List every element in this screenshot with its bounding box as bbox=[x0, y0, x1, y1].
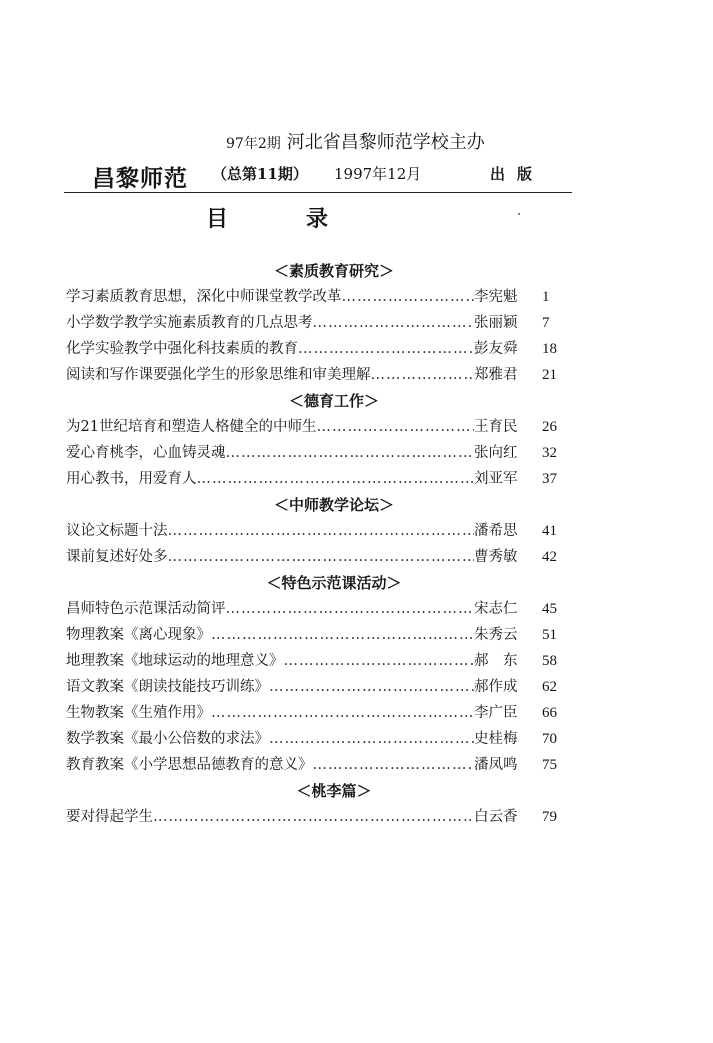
toc-entry[interactable] bbox=[66, 362, 576, 388]
entry-title: 学习素质教育思想，深化中师课堂教学改革 bbox=[66, 289, 342, 305]
entry-page: 58 bbox=[542, 653, 557, 669]
leader-dots bbox=[342, 284, 475, 310]
toc-entry[interactable] bbox=[66, 518, 576, 544]
toc-entry[interactable] bbox=[66, 596, 576, 622]
leader-dots bbox=[269, 726, 474, 752]
issue-number: 97年2期 bbox=[226, 136, 281, 152]
leader-dots bbox=[168, 544, 475, 570]
header-issue-line bbox=[212, 163, 545, 184]
entry-title: 要对得起学生 bbox=[66, 809, 153, 825]
entry-page: 75 bbox=[542, 757, 557, 773]
entry-author: 李广臣 bbox=[474, 705, 518, 721]
entry-title: 课前复述好处多 bbox=[66, 549, 168, 565]
toc-entry[interactable] bbox=[66, 648, 576, 674]
leader-dots bbox=[371, 362, 475, 388]
entry-title: 教育教案《小学思想品德教育的意义》 bbox=[66, 757, 313, 773]
entry-page: 41 bbox=[542, 523, 557, 539]
leader-dots bbox=[226, 596, 475, 622]
entry-title: 小学数学教学实施素质教育的几点思考 bbox=[66, 315, 313, 331]
leader-dots bbox=[316, 414, 474, 440]
header-rule bbox=[64, 192, 572, 193]
leader-dots bbox=[313, 310, 475, 336]
leader-dots bbox=[269, 674, 474, 700]
section-heading: ＜桃李篇＞ bbox=[296, 782, 372, 800]
section-heading: ＜素质教育研究＞ bbox=[273, 262, 394, 280]
entry-title: 数学教案《最小公倍数的求法》 bbox=[66, 731, 269, 747]
entry-author: 郑雅君 bbox=[474, 367, 518, 383]
entry-page: 7 bbox=[542, 315, 550, 331]
toc-entry[interactable] bbox=[66, 804, 576, 830]
entry-title: 昌师特色示范课活动简评 bbox=[66, 601, 226, 617]
entry-title: 化学实验教学中强化科技素质的教育 bbox=[66, 341, 298, 357]
entry-page: 51 bbox=[542, 627, 557, 643]
toc-entry[interactable] bbox=[66, 752, 576, 778]
leader-dots bbox=[284, 648, 475, 674]
entry-author: 潘凤鸣 bbox=[474, 757, 518, 773]
header-publisher-line bbox=[226, 128, 485, 154]
entry-title: 生物教案《生殖作用》 bbox=[66, 705, 211, 721]
entry-title: 用心教书，用爱育人 bbox=[66, 471, 197, 487]
entry-author: 郝 东 bbox=[474, 653, 518, 669]
entry-page: 32 bbox=[542, 445, 557, 461]
section-heading: ＜特色示范课活动＞ bbox=[266, 574, 402, 592]
toc-entry[interactable] bbox=[66, 284, 576, 310]
toc-entry[interactable] bbox=[66, 622, 576, 648]
toc-entry[interactable] bbox=[66, 726, 576, 752]
entry-author: 郝作成 bbox=[474, 679, 518, 695]
toc-entry[interactable] bbox=[66, 466, 576, 492]
leader-dots bbox=[313, 752, 475, 778]
entry-page: 18 bbox=[542, 341, 557, 357]
entry-author: 刘亚军 bbox=[474, 471, 518, 487]
entry-page: 70 bbox=[542, 731, 557, 747]
entry-page: 79 bbox=[542, 809, 557, 825]
entry-title: 议论文标题十法 bbox=[66, 523, 168, 539]
leader-dots bbox=[197, 466, 475, 492]
entry-author: 张丽颖 bbox=[474, 315, 518, 331]
leader-dots bbox=[168, 518, 475, 544]
entry-author: 王育民 bbox=[474, 419, 518, 435]
entry-author: 朱秀云 bbox=[474, 627, 518, 643]
entry-author: 史桂梅 bbox=[474, 731, 518, 747]
entry-author: 白云香 bbox=[474, 809, 518, 825]
magazine-title: 昌黎师范 bbox=[92, 166, 188, 192]
entry-page: 1 bbox=[542, 289, 550, 305]
entry-title: 爱心育桃李，心血铸灵魂 bbox=[66, 445, 226, 461]
entry-page: 21 bbox=[542, 367, 557, 383]
entry-page: 37 bbox=[542, 471, 557, 487]
entry-title: 阅读和写作课要强化学生的形象思维和审美理解 bbox=[66, 367, 371, 383]
entry-author: 李宪魁 bbox=[474, 289, 518, 305]
entry-author: 张向红 bbox=[474, 445, 518, 461]
leader-dots bbox=[226, 440, 475, 466]
toc-heading: 目录 bbox=[206, 207, 407, 232]
entry-author: 曹秀敏 bbox=[474, 549, 518, 565]
section-heading: ＜德育工作＞ bbox=[288, 392, 379, 410]
issue-date: 1997年12月 bbox=[334, 165, 422, 183]
publish-label: 出版 bbox=[490, 165, 545, 183]
entry-page: 66 bbox=[542, 705, 557, 721]
entry-title: 为21世纪培育和塑造人格健全的中师生 bbox=[66, 419, 317, 435]
entry-title: 地理教案《地球运动的地理意义》 bbox=[66, 653, 284, 669]
entry-author: 彭友舜 bbox=[474, 341, 518, 357]
leader-dots bbox=[153, 804, 474, 830]
toc-entry[interactable] bbox=[66, 544, 576, 570]
entry-page: 62 bbox=[542, 679, 557, 695]
section-heading: ＜中师教学论坛＞ bbox=[273, 496, 394, 514]
leader-dots bbox=[298, 336, 474, 362]
leader-dots bbox=[211, 622, 474, 648]
entry-author: 潘希思 bbox=[474, 523, 518, 539]
entry-page: 45 bbox=[542, 601, 557, 617]
table-of-contents bbox=[66, 258, 576, 830]
toc-entry[interactable] bbox=[66, 700, 576, 726]
total-issue: （总第11期） bbox=[212, 165, 308, 183]
entry-page: 26 bbox=[542, 419, 557, 435]
publisher: 河北省昌黎师范学校主办 bbox=[286, 132, 485, 153]
entry-title: 物理教案《离心现象》 bbox=[66, 627, 211, 643]
leader-dots bbox=[211, 700, 474, 726]
entry-author: 宋志仁 bbox=[474, 601, 518, 617]
toc-entry[interactable] bbox=[66, 440, 576, 466]
toc-entry[interactable] bbox=[66, 414, 576, 440]
toc-entry[interactable] bbox=[66, 310, 576, 336]
speck bbox=[518, 213, 520, 215]
toc-entry[interactable] bbox=[66, 336, 576, 362]
entry-page: 42 bbox=[542, 549, 557, 565]
entry-title: 语文教案《朗读技能技巧训练》 bbox=[66, 679, 269, 695]
toc-entry[interactable] bbox=[66, 674, 576, 700]
